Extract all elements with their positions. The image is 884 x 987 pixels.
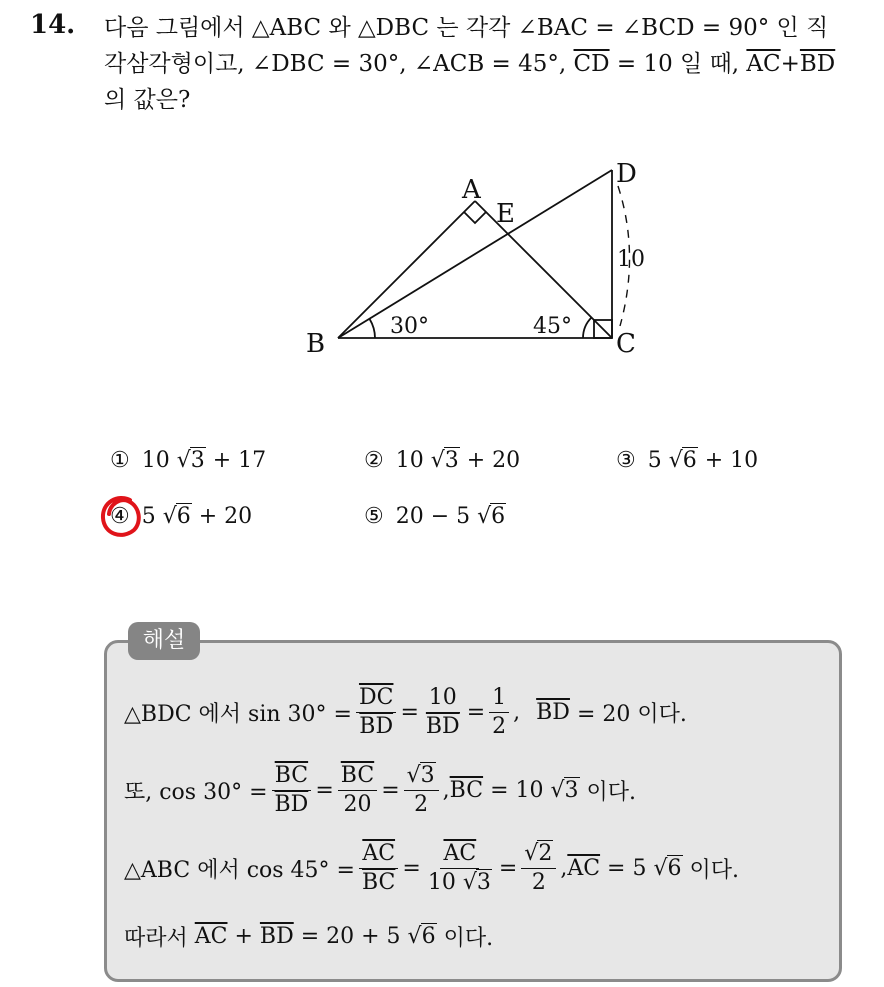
question-line-3: 의 값은? [104,87,191,113]
solution-line-4: 따라서 $\overline{AC}$ + $\overline{BD}$ = 20 + 5 √ 6 이다. [124,923,494,951]
question-line-2: 각삼각형이고, ∠DBC = 30°, ∠ACB = 45°, $\overline{CD} = 10$ 일 때, $\overline{AC}+\overline{BD}$ [104,51,836,77]
label-c: C [616,329,636,359]
answer-circle-mark [96,492,148,544]
question-number: 14. [30,10,76,40]
label-b: B [306,329,326,359]
choice-2[interactable]: ② 10 √3 + 20 [364,448,521,473]
triangle-figure [0,0,884,420]
angle-arc-c [583,318,592,339]
angle-label-45: 45° [533,314,572,339]
solution-line-1: △BDC 에서 sin 30° = $\frac{\overline{DC}}{BD}$ = $\frac{10}{BD}$ = $\frac{1}{2}$ , $\overline{BD}$ = 20 이다. [124,685,687,739]
right-angle-a [464,212,486,223]
choice-1[interactable]: ① 10 √3 + 17 [110,448,267,473]
angle-arc-b [370,319,375,338]
angle-label-30: 30° [390,314,429,339]
side-label-10: 10 [617,247,645,272]
segment-bd: $\overline{BD}$ [799,51,836,77]
choice-3[interactable]: ③ 5 √6 + 10 [616,448,759,473]
label-a: A [462,175,481,205]
solution-tag: 해설 [128,622,200,660]
segment-cd: $\overline{CD}$ [573,51,610,77]
label-d: D [616,159,637,189]
solution-line-3: △ABC 에서 cos 45° = $\frac{\overline{AC}}{BC}$ = $\frac{\overline{AC}}{10 √3}$ = $\frac{√2}{2}$ , $\overline{AC}$ = 5 √ 6 이다. [124,841,739,895]
label-e: E [496,199,515,229]
segment-ac: $\overline{AC}$ [746,51,781,77]
choice-4[interactable]: ④ 5 √6 + 20 [110,504,253,529]
solution-line-2: 또, cos 30° = $\frac{\overline{BC}}{BD}$ = $\frac{\overline{BC}}{20}$ = $\frac{√3}{2}$ , $\overline{BC}$ = 10 √ 3 이다. [124,763,637,817]
question-line-1: 다음 그림에서 △ABC 와 △DBC 는 각각 ∠BAC = ∠BCD = 90° 인 직 [104,15,829,41]
choice-5[interactable]: ⑤ 20 − 5 √6 [364,504,506,529]
